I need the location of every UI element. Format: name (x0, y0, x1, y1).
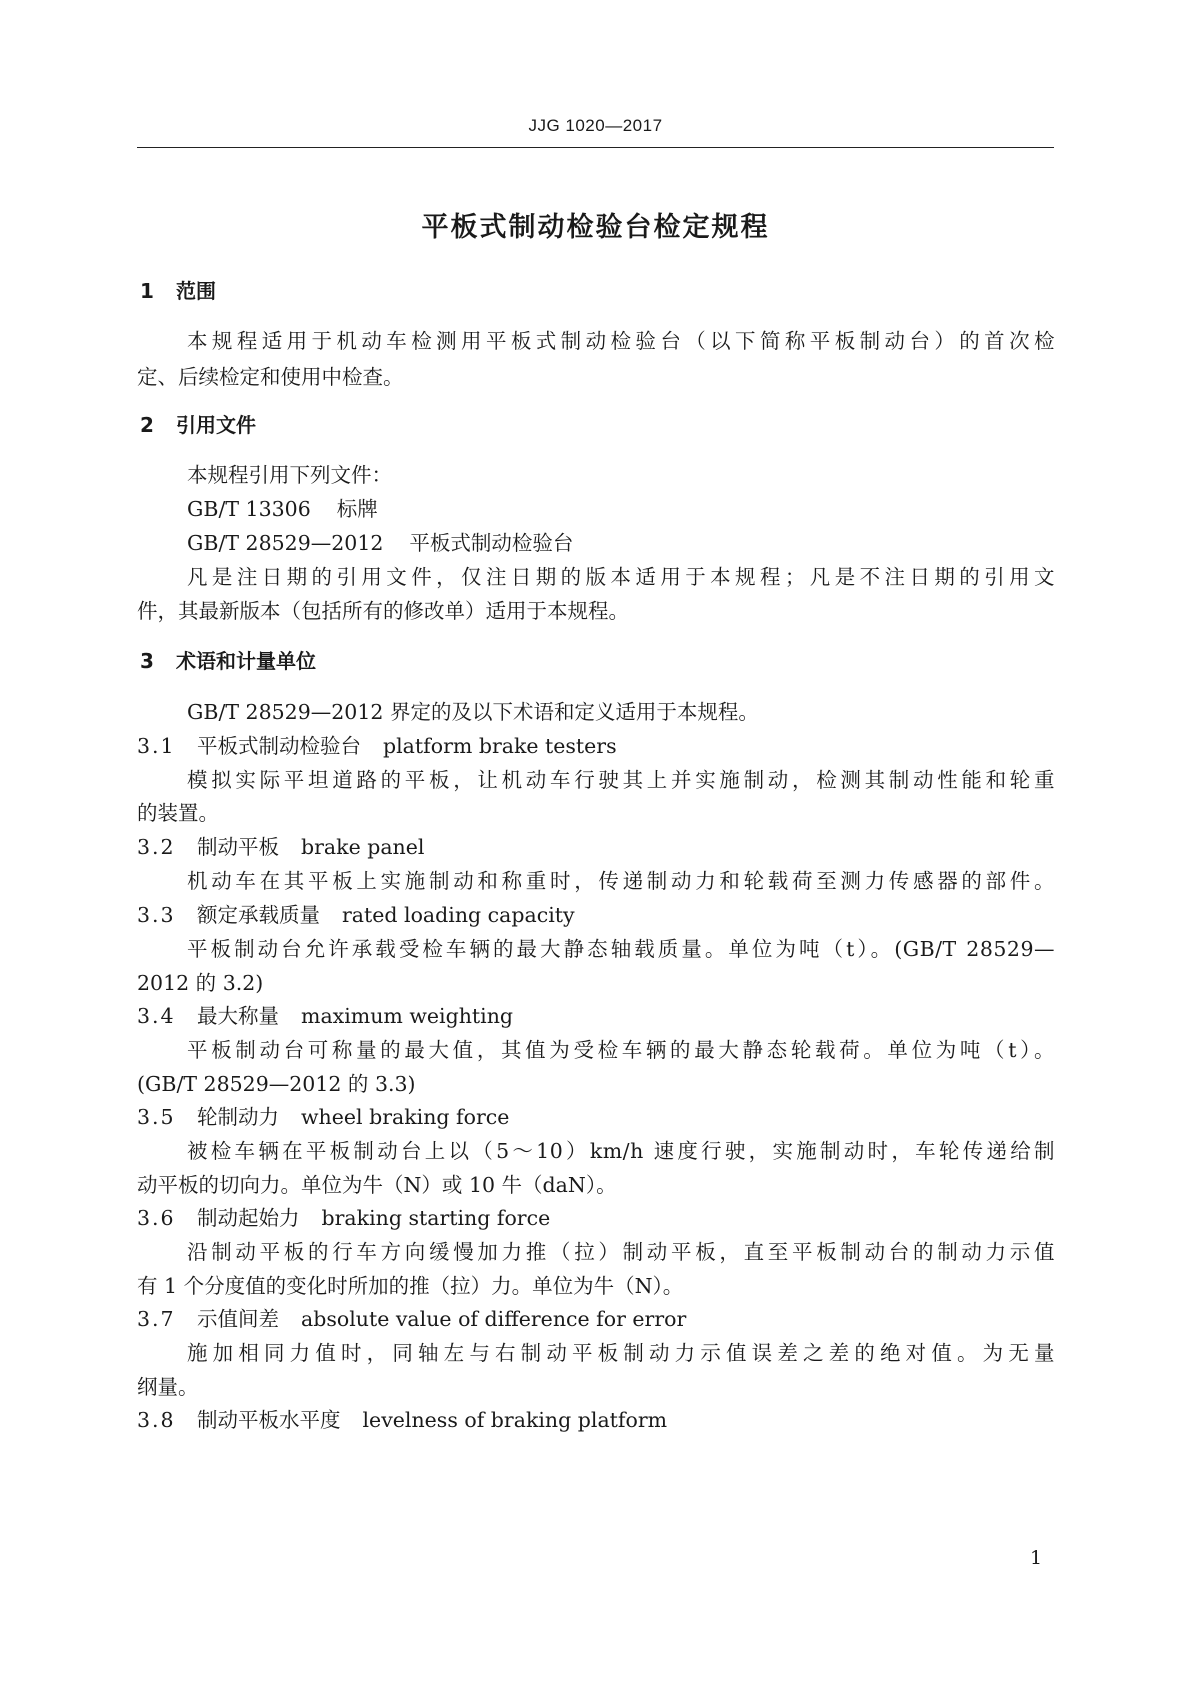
term-number: 3.8 (137, 1408, 176, 1432)
term-number: 3.2 (137, 835, 176, 859)
term-chinese: 额定承载质量 (197, 903, 320, 927)
term-chinese: 制动起始力 (197, 1206, 300, 1230)
document-title: 平板式制动检验台检定规程 (421, 212, 770, 243)
term-number: 3.6 (137, 1206, 176, 1230)
term-english: brake panel (301, 835, 425, 859)
reference-title: 标牌 (336, 497, 378, 521)
term-number: 3.5 (137, 1105, 176, 1129)
term-english: absolute value of difference for error (301, 1307, 687, 1331)
section-2-heading (140, 410, 256, 440)
definition-line: 有 1 个分度值的变化时所加的推（拉）力。单位为牛（N）。 (137, 1274, 684, 1298)
term-english: maximum weighting (301, 1004, 514, 1028)
section-number: 2 (140, 413, 154, 437)
term-heading (137, 1203, 550, 1233)
term-chinese: 制动平板水平度 (197, 1408, 341, 1432)
term-heading (137, 832, 424, 862)
term-heading (137, 1102, 509, 1132)
term-chinese: 平板式制动检验台 (197, 734, 361, 758)
term-heading (137, 1001, 513, 1031)
paragraph-line: 本规程适用于机动车检测用平板式制动检验台（以下简称平板制动台）的首次检 (187, 329, 1055, 353)
reference-item (187, 528, 573, 558)
term-heading (137, 1405, 667, 1435)
section-number: 3 (140, 649, 154, 673)
paragraph-line: 件，其最新版本（包括所有的修改单）适用于本规程。 (137, 599, 629, 623)
definition-line: 施加相同力值时，同轴左与右制动平板制动力示值误差之差的绝对值。为无量 (187, 1341, 1055, 1365)
term-number: 3.1 (137, 734, 176, 758)
definition-line: 被检车辆在平板制动台上以（5～10）km/h 速度行驶，实施制动时，车轮传递给制 (187, 1139, 1055, 1163)
definition-line: 机动车在其平板上实施制动和称重时，传递制动力和轮载荷至测力传感器的部件。 (187, 869, 1055, 893)
section-title: 范围 (176, 279, 216, 303)
definition-line: 平板制动台可称量的最大值，其值为受检车辆的最大静态轮载荷。单位为吨（t）。 (187, 1038, 1055, 1062)
definition-line: 模拟实际平坦道路的平板，让机动车行驶其上并实施制动，检测其制动性能和轮重 (187, 768, 1055, 792)
term-chinese: 示值间差 (197, 1307, 279, 1331)
definition-line: 沿制动平板的行车方向缓慢加力推（拉）制动平板，直至平板制动台的制动力示值 (187, 1240, 1055, 1264)
section-title: 术语和计量单位 (176, 649, 316, 673)
paragraph-line: 定、后续检定和使用中检查。 (137, 365, 404, 389)
reference-code: GB/T 13306 (187, 497, 311, 521)
term-english: platform brake testers (383, 734, 617, 758)
term-number: 3.3 (137, 903, 176, 927)
term-chinese: 制动平板 (197, 835, 279, 859)
term-number: 3.4 (137, 1004, 176, 1028)
definition-line: 平板制动台允许承载受检车辆的最大静态轴载质量。单位为吨（t）。(GB/T 28529— (187, 937, 1055, 961)
definition-line: 纲量。 (137, 1375, 199, 1399)
definition-line: 的装置。 (137, 801, 219, 825)
document-code: JJG 1020—2017 (528, 116, 663, 135)
term-heading (137, 1304, 686, 1334)
term-english: rated loading capacity (342, 903, 575, 927)
term-number: 3.7 (137, 1307, 176, 1331)
term-english: wheel braking force (301, 1105, 510, 1129)
section-title: 引用文件 (176, 413, 256, 437)
term-english: braking starting force (321, 1206, 551, 1230)
term-chinese: 最大称量 (197, 1004, 279, 1028)
definition-line: (GB/T 28529—2012 的 3.3) (137, 1072, 416, 1096)
section-1-heading (140, 276, 216, 306)
paragraph-line: 凡是注日期的引用文件，仅注日期的版本适用于本规程；凡是不注日期的引用文 (187, 565, 1055, 589)
reference-item (187, 494, 378, 524)
term-english: levelness of braking platform (362, 1408, 668, 1432)
term-heading (137, 731, 617, 761)
term-chinese: 轮制动力 (197, 1105, 279, 1129)
paragraph-line: 本规程引用下列文件： (187, 463, 392, 487)
paragraph-line: GB/T 28529—2012 界定的及以下术语和定义适用于本规程。 (187, 700, 759, 724)
definition-line: 动平板的切向力。单位为牛（N）或 10 牛（daN）。 (137, 1173, 617, 1197)
section-number: 1 (140, 279, 154, 303)
section-3-heading (140, 646, 316, 676)
term-heading (137, 900, 575, 930)
reference-code: GB/T 28529—2012 (187, 531, 384, 555)
page-number: 1 (1030, 1547, 1043, 1569)
definition-line: 2012 的 3.2) (137, 971, 264, 995)
header-divider (137, 147, 1054, 148)
reference-title: 平板式制动检验台 (409, 531, 574, 555)
